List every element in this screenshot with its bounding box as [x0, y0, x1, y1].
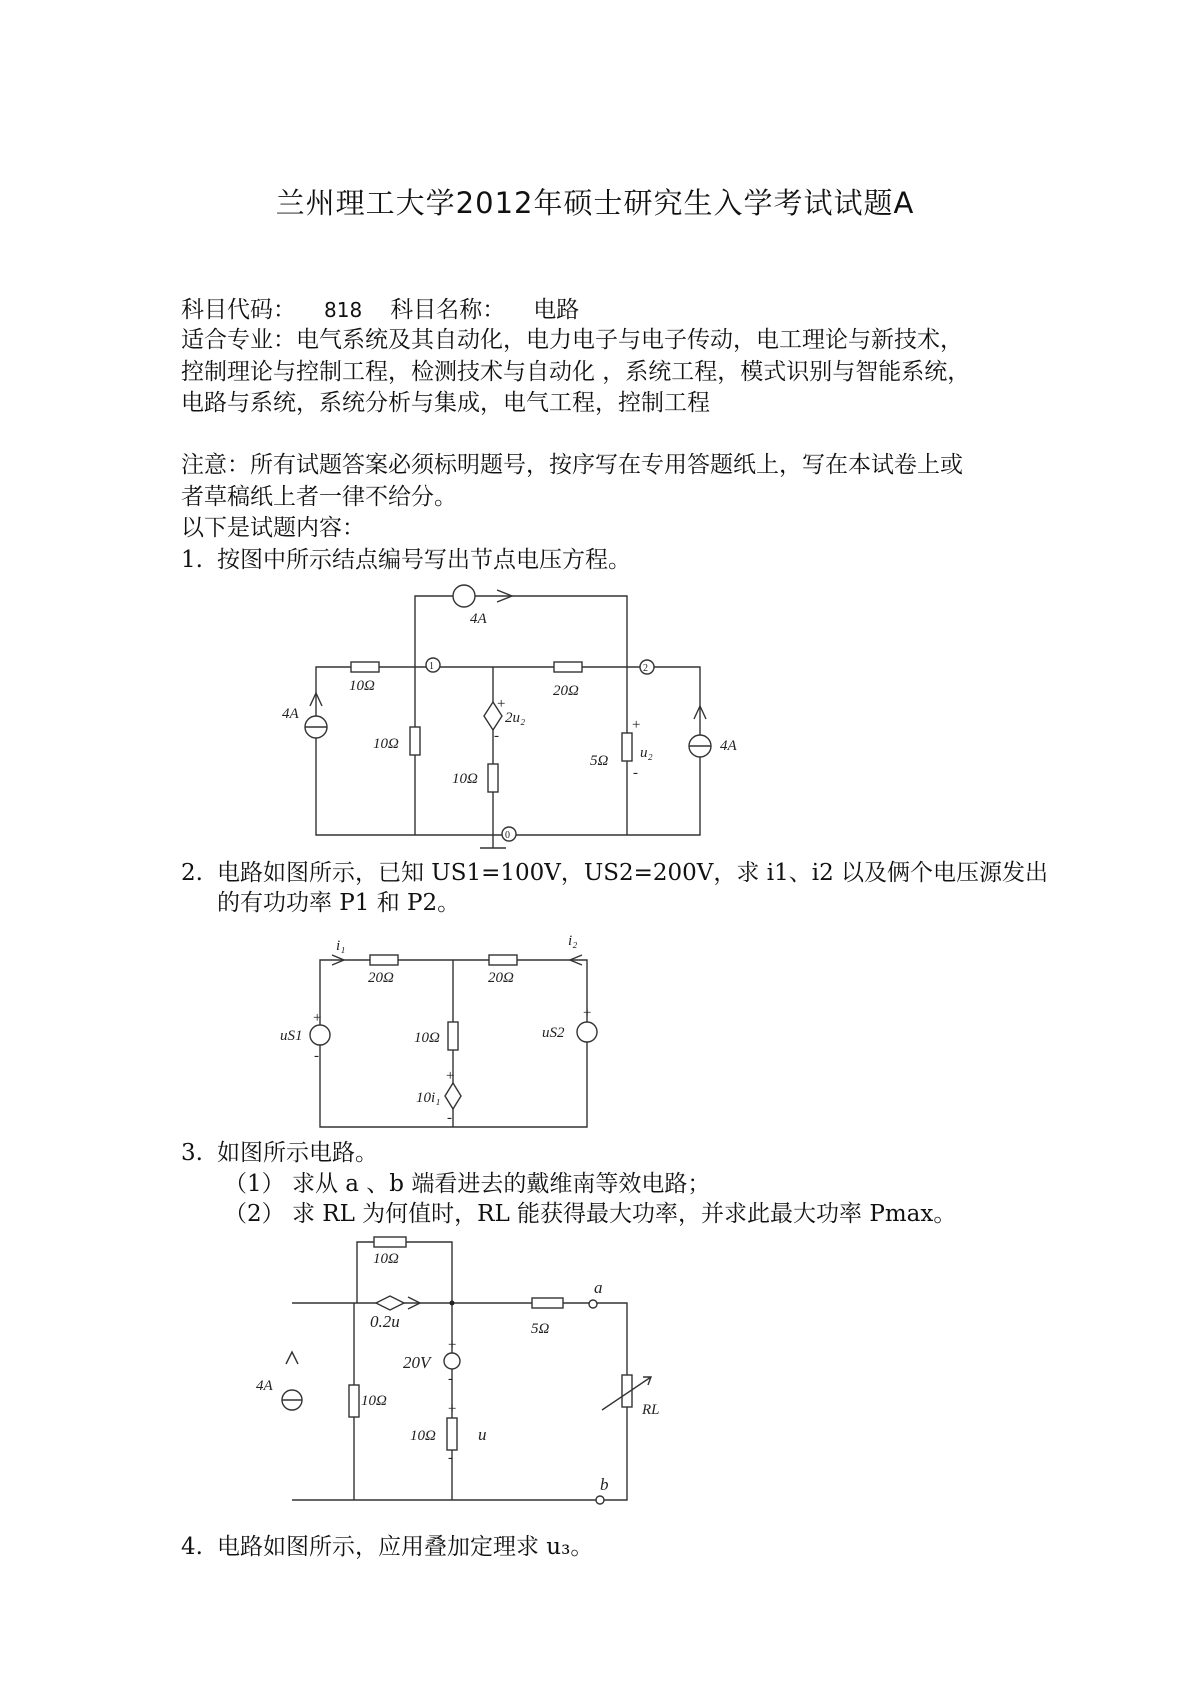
- svg-text:5Ω: 5Ω: [531, 1321, 550, 1337]
- resistor-icon: [374, 1237, 406, 1247]
- svg-text:20V: 20V: [403, 1353, 431, 1372]
- question-4-number: 4.: [181, 1534, 203, 1560]
- intro-line: 以下是试题内容：: [181, 515, 365, 541]
- voltage-source-icon: [577, 1022, 597, 1042]
- svg-text:-: -: [447, 1110, 452, 1126]
- notice-line: 注意：所有试题答案必须标明题号，按序写在专用答题纸上，写在本试卷上或: [181, 452, 963, 478]
- svg-text:+: +: [445, 1068, 456, 1084]
- svg-text:10Ω: 10Ω: [373, 1251, 399, 1267]
- svg-text:-: -: [314, 1048, 319, 1064]
- question-1-text: 按图中所示结点编号写出节点电压方程。: [217, 547, 631, 573]
- svg-text:uS2: uS2: [542, 1025, 565, 1041]
- resistor-icon: [370, 955, 398, 965]
- question-2-text: 电路如图所示，已知 US1=100V，US2=200V，求 i1、i2 以及俩个电压源发出: [217, 860, 1049, 886]
- svg-text:b: b: [600, 1475, 609, 1494]
- svg-text:i₁: i₁: [336, 938, 346, 954]
- svg-text:-: -: [633, 765, 638, 781]
- svg-text:-: -: [448, 1371, 453, 1387]
- svg-text:10i₁: 10i₁: [416, 1090, 441, 1106]
- question-2-number: 2.: [181, 860, 203, 886]
- dependent-current-source-icon: [376, 1296, 404, 1310]
- dependent-source-icon: [445, 1083, 461, 1109]
- svg-text:uS1: uS1: [280, 1028, 303, 1044]
- svg-text:10Ω: 10Ω: [373, 736, 399, 752]
- svg-text:u₂: u₂: [640, 745, 653, 761]
- svg-text:+: +: [447, 1401, 458, 1417]
- svg-text:+: +: [631, 717, 642, 733]
- exam-title: 兰州理工大学2012年硕士研究生入学考试试题A: [275, 186, 915, 220]
- svg-text:u: u: [478, 1425, 487, 1444]
- current-source-icon: [453, 585, 475, 607]
- terminal-a: [589, 1300, 597, 1308]
- svg-text:10Ω: 10Ω: [410, 1428, 436, 1444]
- svg-text:i₂: i₂: [568, 933, 578, 949]
- notice-line: 者草稿纸上者一律不给分。: [181, 484, 457, 510]
- subject-code: 818: [324, 298, 363, 322]
- svg-text:RL: RL: [642, 1402, 660, 1418]
- question-4-text: 电路如图所示，应用叠加定理求 u₃。: [217, 1534, 594, 1560]
- name-label: 科目名称：: [390, 297, 506, 323]
- svg-text:0.2u: 0.2u: [370, 1312, 400, 1331]
- svg-text:4A: 4A: [720, 738, 737, 754]
- question-3-part: （2） 求 RL 为何值时，RL 能获得最大功率，并求此最大功率 Pmax。: [224, 1201, 957, 1227]
- svg-text:4A: 4A: [256, 1378, 273, 1394]
- svg-text:20Ω: 20Ω: [488, 970, 514, 986]
- svg-text:1: 1: [429, 661, 434, 672]
- circuit-1: [282, 585, 738, 848]
- question-3-text: 如图所示电路。: [217, 1140, 378, 1166]
- question-3-part: （1） 求从 a 、b 端看进去的戴维南等效电路；: [224, 1171, 711, 1197]
- svg-text:4A: 4A: [470, 611, 487, 627]
- voltage-source-icon: [444, 1353, 460, 1369]
- resistor-icon: [554, 662, 582, 672]
- code-label: 科目代码：: [181, 297, 296, 323]
- question-1-number: 1.: [181, 547, 203, 573]
- resistor-icon: [489, 955, 517, 965]
- resistor-icon: [447, 1418, 457, 1450]
- question-2-text: 的有功功率 P1 和 P2。: [217, 890, 461, 916]
- resistor-icon: [488, 764, 498, 792]
- svg-text:10Ω: 10Ω: [452, 771, 478, 787]
- question-3-number: 3.: [181, 1140, 203, 1166]
- resistor-icon: [622, 733, 632, 761]
- majors-line: 电路与系统，系统分析与集成，电气工程，控制工程: [181, 390, 710, 416]
- svg-text:-: -: [494, 728, 499, 744]
- svg-text:0: 0: [505, 830, 510, 841]
- svg-text:5Ω: 5Ω: [590, 753, 609, 769]
- svg-text:-: -: [448, 1450, 453, 1466]
- svg-text:+: +: [447, 1337, 458, 1353]
- resistor-icon: [448, 1022, 458, 1050]
- voltage-source-icon: [310, 1025, 330, 1045]
- resistor-icon: [349, 1385, 359, 1417]
- svg-text:2: 2: [643, 663, 648, 674]
- svg-text:20Ω: 20Ω: [368, 970, 394, 986]
- svg-text:10Ω: 10Ω: [361, 1393, 387, 1409]
- majors-line: 控制理论与控制工程，检测技术与自动化 ，系统工程，模式识别与智能系统，: [181, 359, 971, 385]
- svg-text:10Ω: 10Ω: [349, 678, 375, 694]
- subject-name: 电路: [533, 297, 580, 323]
- terminal-b: [596, 1496, 604, 1504]
- svg-text:+: +: [582, 1005, 593, 1021]
- svg-text:20Ω: 20Ω: [553, 683, 579, 699]
- circuit-2: [280, 933, 597, 1127]
- svg-text:4A: 4A: [282, 706, 299, 722]
- svg-text:+: +: [496, 696, 507, 712]
- svg-text:+: +: [312, 1010, 323, 1026]
- svg-text:2u₂: 2u₂: [505, 710, 526, 726]
- majors-line: 适合专业：电气系统及其自动化，电力电子与电子传动，电工理论与新技术，: [181, 327, 963, 353]
- resistor-icon: [532, 1298, 563, 1308]
- svg-text:10Ω: 10Ω: [414, 1030, 440, 1046]
- resistor-icon: [410, 727, 420, 755]
- circuit-3: [256, 1237, 660, 1504]
- svg-text:a: a: [594, 1278, 603, 1297]
- resistor-icon: [351, 662, 379, 672]
